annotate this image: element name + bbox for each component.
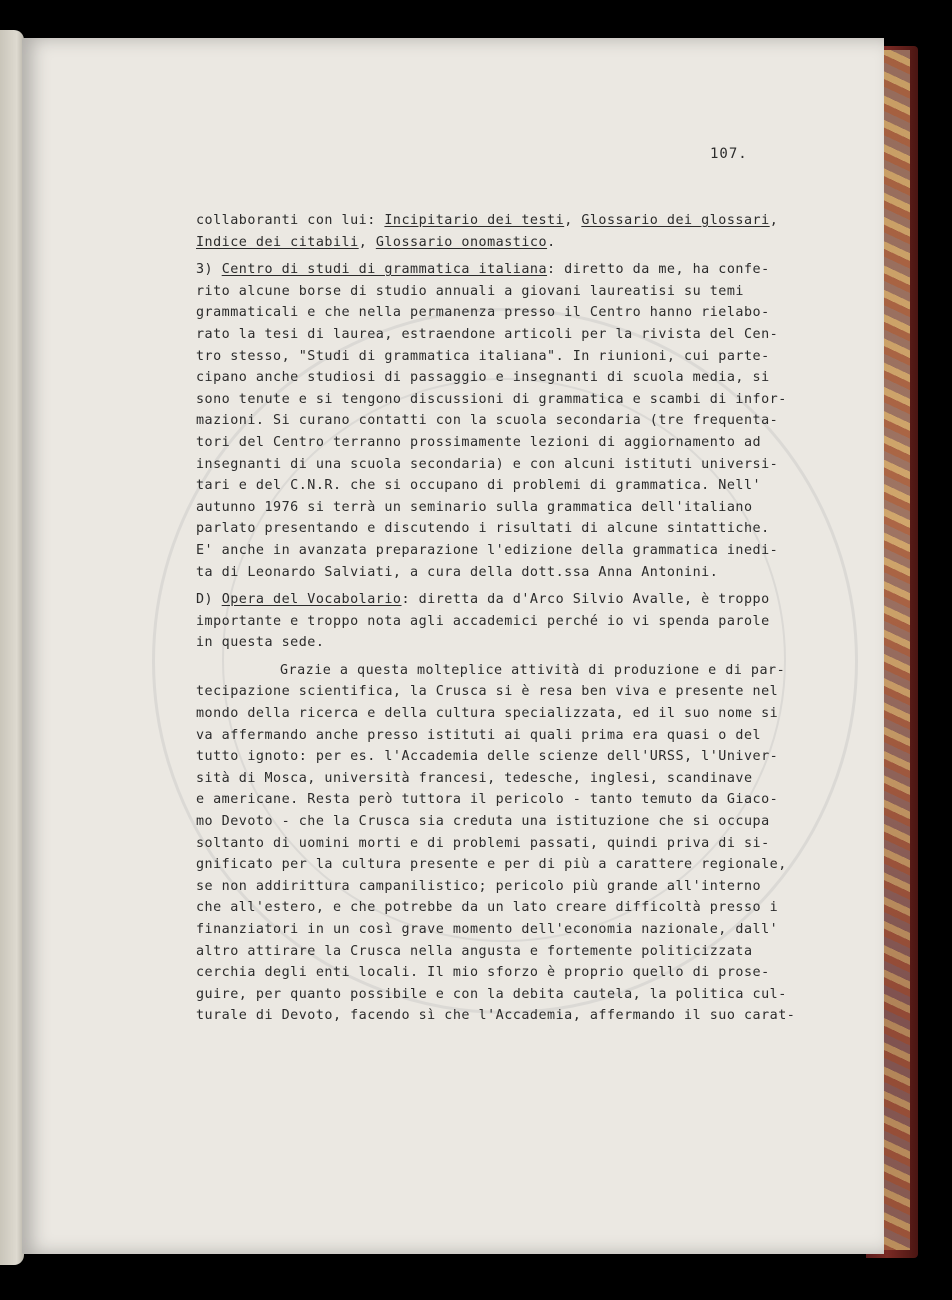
text-span: , — [564, 213, 582, 228]
text-span: . — [547, 234, 556, 250]
text-line: mondo della ricerca e della cultura specializzata, ed il suo nome si — [196, 706, 779, 722]
text-line: finanziatori in un così grave momento dell'economia nazionale, dall' — [196, 922, 779, 937]
text-span: : diretta da d'Arco Silvio Avalle, è troppo — [401, 592, 770, 608]
text-line — [196, 589, 836, 611]
text-span: parlato presentando e discutendo i risultati di alcune sintattiche. — [196, 521, 770, 537]
text-span: : diretto da me, ha confe- — [547, 262, 770, 278]
text-line: gnificato per la cultura presente e per di più a carattere regionale, — [196, 857, 787, 873]
text-line — [196, 497, 836, 519]
underlined-title: Glossario dei glossari — [581, 213, 770, 228]
text-line — [196, 518, 836, 540]
text-line: turale di Devoto, facendo sì che l'Accademia, affermando il suo carat- — [196, 1008, 796, 1024]
body-text — [196, 210, 836, 1027]
text-span: cipano anche studiosi di passaggio e insegnanti di scuola media, si — [196, 370, 770, 386]
text-span: D) — [196, 592, 222, 608]
text-line — [196, 632, 836, 654]
text-line — [196, 454, 836, 476]
text-line — [196, 259, 836, 281]
text-line: se non addirittura campanilistico; pericolo più grande all'interno — [196, 878, 762, 894]
text-line: cerchia degli enti locali. Il mio sforzo è proprio quello di prose- — [196, 965, 770, 981]
section-3-paragraph — [196, 259, 836, 583]
underlined-title: Opera del Vocabolario — [221, 592, 402, 608]
text-span: E' anche in avanzata preparazione l'edizione della grammatica inedi- — [196, 542, 779, 558]
text-span: in questa sede. — [196, 635, 325, 651]
text-line: Grazie a questa molteplice attività di produzione e di par- — [280, 662, 786, 678]
text-line — [196, 432, 836, 454]
text-line — [196, 475, 836, 497]
text-line: tecipazione scientifica, la Crusca si è resa ben viva e presente nel — [196, 684, 779, 700]
text-line — [196, 540, 836, 562]
text-line: che all'estero, e che potrebbe da un lato creare difficoltà presso i — [196, 900, 779, 916]
text-span: tori del Centro terranno prossimamente lezioni di aggiornamento ad — [196, 434, 762, 450]
page-number: 107. — [710, 146, 748, 162]
text-span: insegnanti di una scuola secondaria) e con alcuni istituti universi- — [196, 456, 779, 472]
underlined-title: Centro di studi di grammatica italiana — [221, 262, 548, 278]
text-line — [196, 281, 836, 303]
text-span: mazioni. Si curano contatti con la scuola secondaria (tre frequenta- — [196, 413, 779, 429]
underlined-title: Indice dei citabili — [196, 234, 359, 250]
text-line: va affermando anche presso istituti ai quali prima era quasi o del — [196, 727, 762, 743]
text-line — [196, 210, 836, 232]
text-span: autunno 1976 si terrà un seminario sulla grammatica dell'italiano — [196, 499, 753, 515]
text-span: rito alcune borse di studio annuali a giovani laureatisi su temi — [196, 283, 744, 299]
text-span: ta di Leonardo Salviati, a cura della dott.ssa Anna Antonini. — [196, 564, 719, 580]
text-span: , — [358, 234, 376, 250]
text-span: importante e troppo nota agli accademici perché io vi spenda parole — [196, 613, 770, 629]
underlined-title: Glossario onomastico — [375, 234, 548, 250]
text-line — [196, 232, 836, 254]
text-line — [196, 562, 836, 584]
marbled-endpaper — [880, 50, 910, 1250]
text-line: soltanto di uomini morti e di problemi passati, quindi priva di si- — [196, 835, 770, 851]
text-line — [196, 346, 836, 368]
text-line — [196, 389, 836, 411]
document-page — [22, 38, 884, 1254]
text-line — [196, 410, 836, 432]
text-line — [196, 367, 836, 389]
previous-page-edge — [0, 30, 24, 1265]
text-span: , — [769, 213, 779, 228]
text-line — [196, 302, 836, 324]
text-line — [196, 324, 836, 346]
closing-paragraph — [196, 660, 836, 1027]
text-span: tari e del C.N.R. che si occupano di problemi di grammatica. Nell' — [196, 478, 762, 494]
text-line: altro attirare la Crusca nella angusta e fortemente politicizzata — [196, 943, 753, 959]
text-span: tro stesso, "Studi di grammatica italiana". In riunioni, cui parte- — [196, 348, 770, 364]
text-line: mo Devoto - che la Crusca sia creduta una istituzione che si occupa — [196, 814, 770, 830]
text-line: tutto ignoto: per es. l'Accademia delle scienze dell'URSS, l'Univer- — [196, 749, 779, 765]
text-line — [196, 611, 836, 633]
text-span: collaboranti con lui: — [196, 213, 385, 228]
text-span: 3) — [196, 262, 222, 278]
text-line: e americane. Resta però tuttora il pericolo - tanto temuto da Giaco- — [196, 792, 779, 808]
text-line: sità di Mosca, università francesi, tedesche, inglesi, scandinave — [196, 770, 753, 786]
intro-paragraph — [196, 210, 836, 253]
text-line: guire, per quanto possibile e con la debita cautela, la politica cul- — [196, 986, 787, 1002]
underlined-title: Incipitario dei testi — [384, 213, 565, 228]
text-span: sono tenute e si tengono discussioni di grammatica e scambi di infor- — [196, 391, 787, 407]
section-d-paragraph — [196, 589, 836, 654]
text-span: grammaticali e che nella permanenza presso il Centro hanno rielabo- — [196, 305, 770, 321]
text-span: rato la tesi di laurea, estraendone articoli per la rivista del Cen- — [196, 326, 779, 342]
